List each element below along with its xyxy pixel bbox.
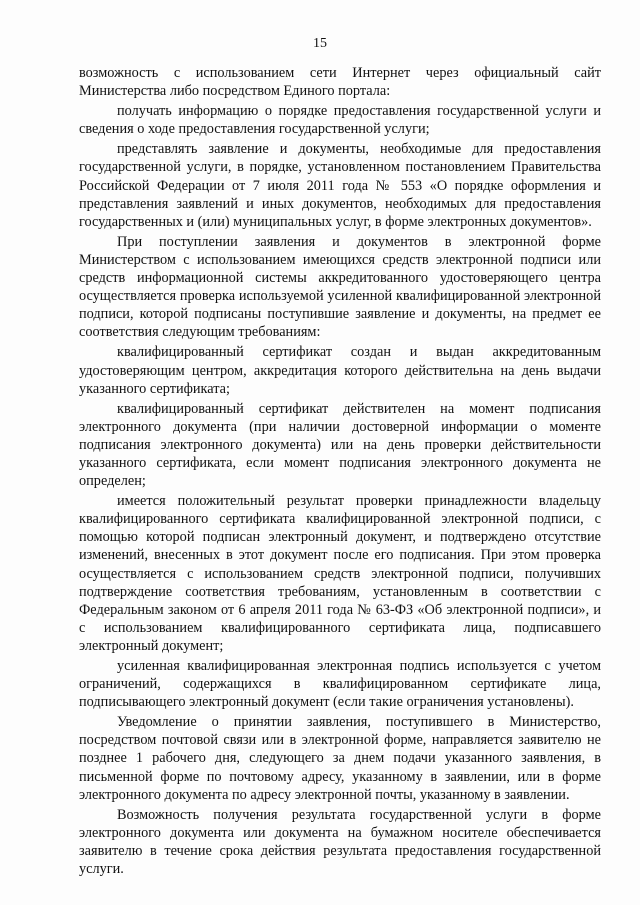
paragraph-5: квалифицированный сертификат создан и выдан аккредитованным удостоверяющим центром, аккредитация которого действительна на день выдачи указанного сертификата; <box>79 344 601 397</box>
page-number: 15 <box>313 36 327 51</box>
paragraph-4: При поступлении заявления и документов в электронной форме Министерством с использованием имеющихся средств электронной подписи или средств информационной системы аккредитованного удостоверяющего центра осуществляется проверка используемой усиленной квалифицированной электронной подписи, которой подписаны поступившие заявление и документы, на предмет ее соответствия следующим требованиям: <box>79 233 601 341</box>
paragraph-2: получать информацию о порядке предоставления государственной услуги и сведения о ходе предоставления государственной услуги; <box>79 103 601 138</box>
paragraph-9: Уведомление о принятии заявления, поступившего в Министерство, посредством почтовой связи или в электронной форме, направляется заявителю не позднее 1 рабочего дня, следующего за днем подачи указанного заявления, в письменной форме по почтовому адресу, указанному в заявлении, или в форме электронного документа по адресу электронной почты, указанному в заявлении. <box>79 714 601 803</box>
paragraph-10: Возможность получения результата государственной услуги в форме электронного документа или документа на бумажном носителе обеспечивается заявителю в течение срока действия результата предоставления государственной услуги. <box>79 806 601 878</box>
body-text <box>79 64 601 880</box>
paragraph-6: квалифицированный сертификат действителен на момент подписания электронного документа (при наличии достоверной информации о моменте подписания электронного документа) или на день проверки действительности указанного сертификата, если момент подписания электронного документа не определен; <box>79 400 601 490</box>
paragraph-3: представлять заявление и документы, необходимые для предоставления государственной услуги, в порядке, установленном постановлением Правительства Российской Федерации от 7 июля 2011 года № 553 «О порядке оформления и представления заявлений и иных документов, необходимых для предоставления государственных и (или) муниципальных услуг, в форме электронных документов». <box>79 141 601 230</box>
paragraph-1: возможность с использованием сети Интернет через официальный сайт Министерства либо посредством Единого портала: <box>79 65 601 100</box>
paragraph-8: усиленная квалифицированная электронная подпись используется с учетом ограничений, содержащихся в квалифицированном сертификате лица, подписывающего электронный документ (если такие ограничения установлены). <box>79 658 601 711</box>
paragraph-7: имеется положительный результат проверки принадлежности владельцу квалифицированного сертификата квалифицированной электронной подписи, с помощью которой подписан электронный документ, и подтверждено отсутствие изменений, внесенных в этот документ после его подписания. При этом проверка осуществляется с использованием средств электронной подписи, получивших подтверждение соответствия требованиям, установленным в соответствии с Федеральным законом от 6 апреля 2011 года № 63-ФЗ «Об электронной подписи», и с использованием квалифицированного сертификата лица, подписавшего электронный документ; <box>79 493 601 654</box>
